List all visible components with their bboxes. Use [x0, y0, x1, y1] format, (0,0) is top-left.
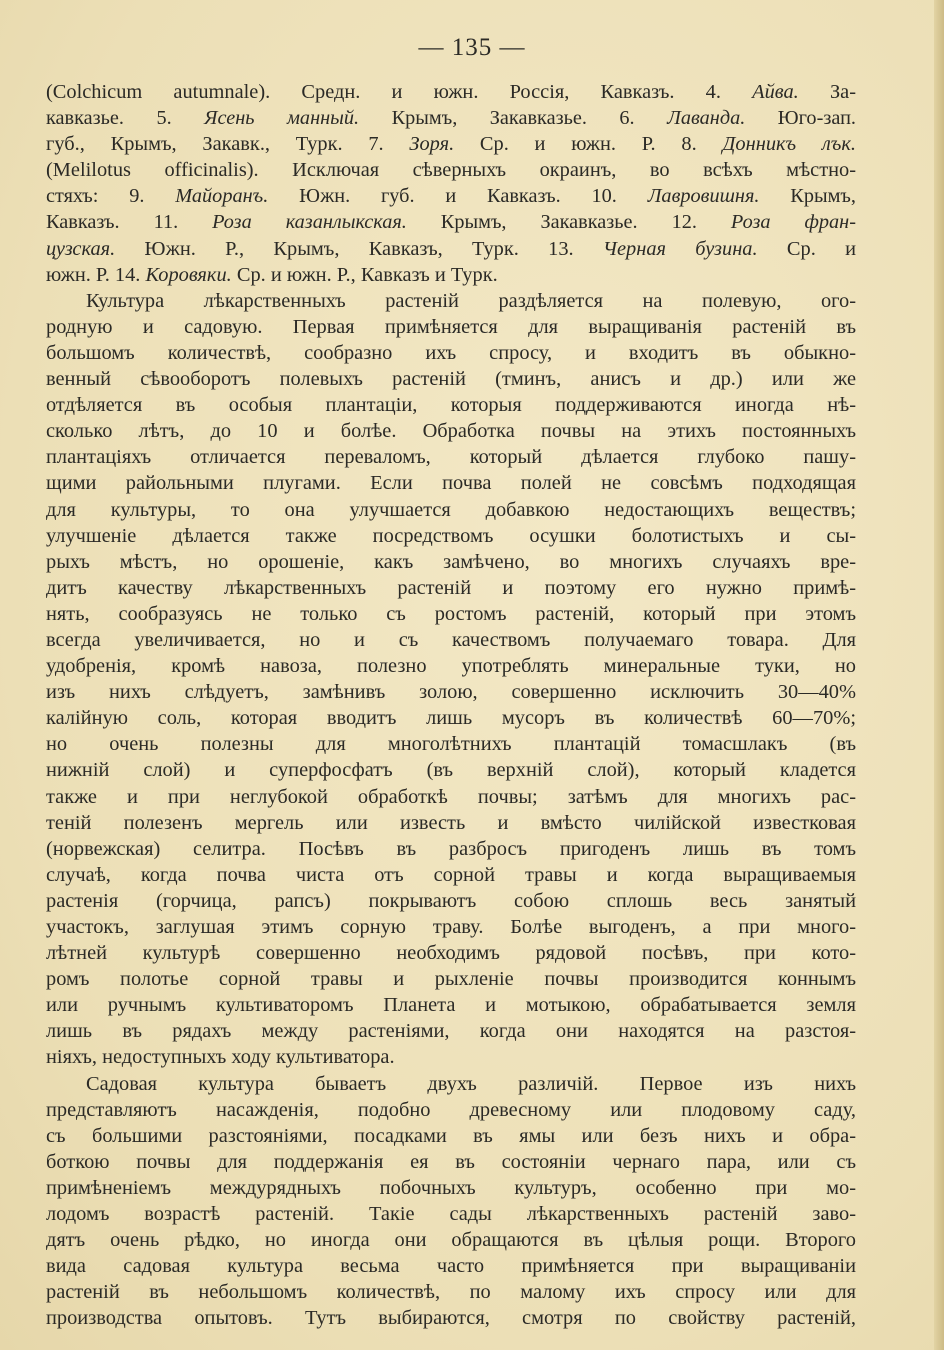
text-line	[46, 549, 856, 575]
text-line	[46, 262, 856, 288]
text-segment: губ., Крымъ, Закавк., Турк. 7.	[46, 133, 410, 156]
text-segment: лѣтней культурѣ совершенно необходимъ рядовой посѣвъ, при кото-	[46, 942, 856, 965]
italic-term: Коровяки.	[145, 263, 232, 286]
text-segment: вида садовая культура весьма часто примѣняется при выращиваніи	[46, 1255, 856, 1278]
text-line	[46, 470, 856, 496]
text-line	[46, 705, 856, 731]
text-line	[46, 836, 856, 862]
text-segment: участокъ, заглушая этимъ сорную траву. Болѣе выгоденъ, а при много-	[46, 916, 856, 938]
italic-term: цузская.	[46, 237, 116, 260]
text-line	[46, 914, 856, 940]
text-segment: отдѣляется въ особыя плантаціи, которыя поддерживаются иногда нѣ-	[46, 394, 856, 417]
body-text	[46, 79, 856, 1332]
text-line	[46, 236, 856, 262]
text-segment: лодомъ возрастѣ растеній. Такіе сады лѣкарственныхъ растеній заво-	[46, 1203, 856, 1226]
text-line	[46, 444, 856, 470]
text-line	[46, 1279, 856, 1305]
text-segment: Крымъ, Закавказье. 12.	[406, 211, 731, 234]
italic-term: Зоря.	[409, 133, 455, 156]
text-segment: Ср. и южн. Р., Кавказъ и Турк.	[231, 263, 498, 286]
text-segment: Садовая культура бываетъ двухъ различій. Первое изъ нихъ	[86, 1072, 856, 1095]
text-segment: Крымъ, Закавказье. 6.	[359, 107, 668, 130]
text-segment: Крымъ,	[759, 185, 856, 208]
text-segment: для культуры, то она улучшается добавкою недостающихъ веществъ;	[46, 498, 856, 521]
text-line	[46, 209, 856, 235]
text-segment: Ср. и южн. Р. 8.	[454, 133, 723, 156]
italic-term: Лавровишня.	[647, 185, 760, 208]
text-line	[46, 601, 856, 627]
italic-term: Лаванда.	[667, 107, 746, 130]
text-line	[46, 340, 856, 366]
text-segment: изъ нихъ слѣдуетъ, замѣнивъ золою, совершенно исключить 30—40%	[46, 681, 856, 704]
text-segment: производства опытовъ. Тутъ выбираются, смотря по свойству растеній,	[46, 1307, 856, 1330]
text-segment: представляютъ насажденія, подобно древесному или плодовому саду,	[46, 1098, 856, 1121]
italic-term: Черная бузина.	[602, 237, 758, 260]
text-line	[46, 1149, 856, 1175]
text-line	[46, 1071, 856, 1097]
text-line	[46, 183, 856, 209]
italic-term: Донникъ лък.	[722, 133, 856, 156]
text-line	[46, 940, 856, 966]
italic-term: Роза фран-	[730, 211, 856, 234]
text-line	[46, 1044, 856, 1070]
text-segment: удобренія, кромѣ навоза, полезно употреблять минеральные туки, но	[46, 655, 856, 678]
text-segment: улучшеніе дѣлается также посредствомъ осушки болотистыхъ и сы-	[46, 524, 856, 547]
page-number: — 135 —	[418, 34, 526, 61]
text-line	[46, 757, 856, 783]
text-line	[46, 784, 856, 810]
text-segment: венный сѣвооборотъ полевыхъ растеній (тминъ, анисъ и др.) или же	[46, 368, 856, 391]
text-segment: кавказье. 5.	[46, 107, 205, 130]
text-segment: дятъ очень рѣдко, но иногда они обращаются въ цѣлыя рощи. Второго	[46, 1229, 856, 1252]
text-line	[46, 392, 856, 418]
italic-term: Роза казанлыкская.	[212, 211, 407, 234]
text-segment: также и при неглубокой обработкѣ почвы; затѣмъ для многихъ рас-	[46, 785, 856, 808]
text-segment: рыхъ мѣстъ, но орошеніе, какъ замѣчено, во многихъ случаяхъ вре-	[46, 550, 856, 573]
page-edge-shadow	[934, 0, 944, 1350]
text-segment: ромъ полотье сорной травы и рыхленіе почвы производится коннымъ	[46, 968, 856, 991]
text-segment: ніяхъ, недоступныхъ ходу культиватора.	[46, 1046, 395, 1069]
text-line	[46, 1123, 856, 1149]
text-segment: теній полезенъ мергель или известь и вмѣсто чилійской известковая	[46, 811, 856, 834]
italic-term: Айва.	[752, 81, 799, 103]
italic-term: Майоранъ.	[175, 185, 269, 208]
text-segment: съ большими разстояніями, посадками въ ямы или безъ нихъ и обра-	[46, 1124, 856, 1147]
text-line	[46, 105, 856, 131]
text-line	[46, 653, 856, 679]
text-line	[46, 1175, 856, 1201]
text-segment: дитъ качеству лѣкарственныхъ растеній и поэтому его нужно примѣ-	[46, 576, 856, 599]
text-segment: растенія (горчица, рапсъ) покрываютъ собою сплошь весь занятый	[46, 889, 856, 912]
text-line	[46, 1201, 856, 1227]
text-line	[46, 366, 856, 392]
text-line	[46, 731, 856, 757]
text-line	[46, 1305, 856, 1331]
text-line	[46, 1097, 856, 1123]
text-segment: Культура лѣкарственныхъ растеній раздѣляется на полевую, ого-	[86, 289, 856, 312]
text-line	[46, 575, 856, 601]
text-line	[46, 627, 856, 653]
text-segment: щими райольными плугами. Если почва полей не совсѣмъ подходящая	[46, 472, 856, 495]
text-segment: нижній слой) и суперфосфатъ (въ верхній слой), который кладется	[46, 759, 856, 782]
text-segment: растеній въ небольшомъ количествѣ, по малому ихъ спросу или для	[46, 1281, 856, 1304]
text-line	[46, 1227, 856, 1253]
text-line	[46, 966, 856, 992]
text-segment: Южн. губ. и Кавказъ. 10.	[268, 185, 648, 208]
text-segment: Южн. Р., Крымъ, Кавказъ, Турк. 13.	[115, 237, 603, 260]
text-line	[46, 314, 856, 340]
text-line	[46, 418, 856, 444]
text-line	[46, 1253, 856, 1279]
text-line	[46, 992, 856, 1018]
text-line	[46, 497, 856, 523]
text-segment: примѣненіемъ междурядныхъ побочныхъ культуръ, особенно при мо-	[46, 1176, 856, 1199]
text-segment: южн. Р. 14.	[46, 263, 146, 286]
text-segment: но очень полезны для многолѣтнихъ плантацій томасшлакъ (въ	[46, 733, 856, 756]
text-segment: Ср. и	[757, 237, 856, 260]
text-segment: За-	[798, 81, 856, 103]
text-line	[46, 157, 856, 183]
text-segment: Кавказъ. 11.	[46, 211, 213, 234]
text-segment: лишь въ рядахъ между растеніями, когда они находятся на разстоя-	[46, 1020, 856, 1043]
text-segment: сколько лѣтъ, до 10 и болѣе. Обработка почвы на этихъ постоянныхъ	[46, 420, 856, 443]
text-segment: или ручнымъ культиваторомъ Планета и мотыкою, обрабатывается земля	[46, 994, 856, 1017]
text-segment: (Colchicum autumnale). Средн. и южн. Россія, Кавказъ. 4.	[46, 81, 753, 103]
text-segment: всегда увеличивается, но и съ качествомъ получаемаго товара. Для	[46, 628, 856, 651]
text-segment: нять, сообразуясь не только съ ростомъ растеній, который при этомъ	[46, 602, 856, 625]
text-segment: большомъ количествѣ, сообразно ихъ спросу, и входитъ въ обыкно-	[46, 341, 856, 364]
text-segment: боткою почвы для поддержанія ея въ состояніи чернаго пара, или съ	[46, 1150, 856, 1173]
text-line	[46, 810, 856, 836]
text-line	[46, 1018, 856, 1044]
text-line	[46, 288, 856, 314]
text-segment: Юго-зап.	[745, 107, 856, 130]
italic-term: Ясень манный.	[204, 107, 360, 130]
text-segment: (норвежская) селитра. Посѣвъ въ разбросъ пригоденъ лишь въ томъ	[46, 837, 856, 860]
text-line	[46, 523, 856, 549]
text-line	[46, 131, 856, 157]
text-line	[46, 79, 856, 105]
text-segment: стяхъ: 9.	[46, 185, 176, 208]
text-line	[46, 888, 856, 914]
text-segment: плантаціяхъ отличается переваломъ, который дѣлается глубоко пашу-	[46, 446, 856, 469]
text-line	[46, 679, 856, 705]
text-segment: калійную соль, которая вводитъ лишь мусоръ въ количествѣ 60—70%;	[46, 707, 856, 730]
text-segment: (Melilotus officinalis). Исключая сѣверныхъ окраинъ, во всѣхъ мѣстно-	[46, 159, 856, 182]
text-line	[46, 862, 856, 888]
text-segment: случаѣ, когда почва чиста отъ сорной травы и когда выращиваемыя	[46, 863, 856, 886]
text-segment: родную и садовую. Первая примѣняется для выращиванія растеній въ	[46, 315, 856, 338]
